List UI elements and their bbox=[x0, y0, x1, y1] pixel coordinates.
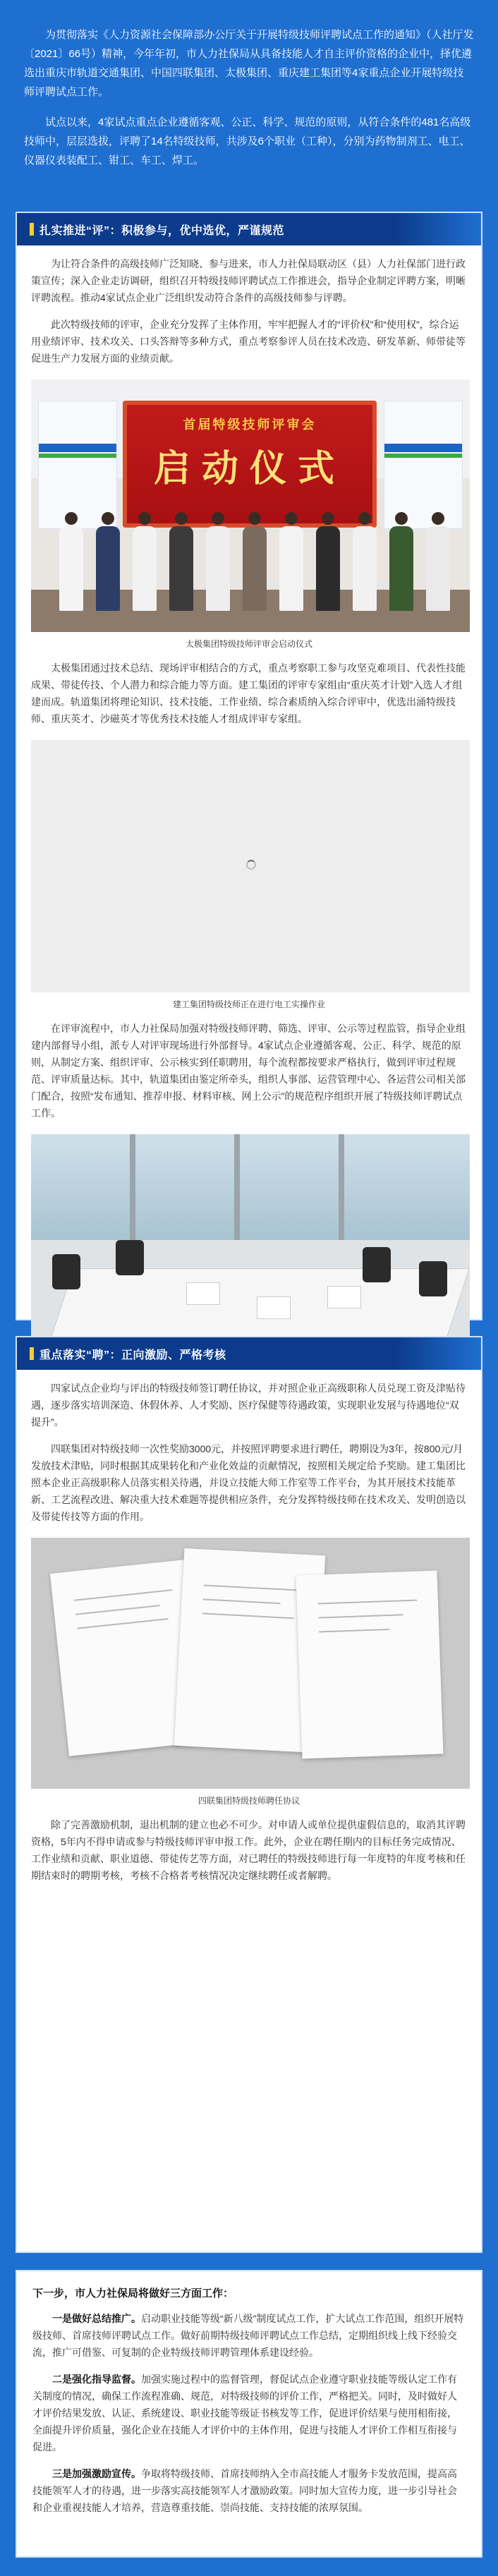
section-evaluation-paragraph-4: 在评审流程中，市人力社保局加强对特级技师评聘、筛选、评审、公示等过程监管，指导企业组建内部督导小组，派专人对评审现场进行外部督导。4家试点企业遵循客观、公正、科学、规范的原则，从制定方案、组织评审、公示核实到任职聘用，每个流程都按要求严格执行，做到评审过程规范、评审质量达标。其中，轨道集团由鉴定所牵头，组织人事部、运营管理中心、各运营公司相关部门配合，按照“发布通知、推荐申报、材料审核、网上公示”的规范程序组织开展了特级技师评聘试点工作。 bbox=[31, 1023, 466, 1119]
section-appointment-header bbox=[17, 1337, 481, 1370]
next-step-3-body: 争取将特级技师、首席技师纳入全市高技能人才服务卡发放范围，提高高技能领军人才的待遇，进一步落实高技能领军人才激励政策。同时加大宣传力度，进一步引导社会和企业重视技能人才培养，营造尊重技能、崇尚技能、支持技能的浓厚氛围。 bbox=[32, 2468, 457, 2513]
section-appointment-paragraph-3: 除了完善激励机制，退出机制的建立也必不可少。对申请人或单位提供虚假信息的，取消其评聘资格，5年内不得申请或参与特级技师评审申报工作。此外，企业在聘任期内的目标任务完成情况、工作业绩和贡献、职业道德、带徒传艺等方面，对已聘任的特级技师进行每一年度特的年度考核和任期结束时的聘期考核，考核不合格者考核情况决定继续聘任或者解聘。 bbox=[31, 1819, 466, 1881]
header-fade bbox=[396, 1337, 481, 1370]
person-figure bbox=[59, 512, 83, 611]
ceremony-photo-caption: 太极集团特级技师评审会启动仪式 bbox=[185, 639, 312, 649]
document-sheet bbox=[257, 1296, 291, 1319]
person-figure bbox=[353, 512, 377, 611]
document-sheet bbox=[186, 1282, 220, 1305]
person-figure bbox=[243, 512, 267, 611]
chair bbox=[419, 1261, 447, 1296]
window-pane bbox=[135, 1134, 240, 1240]
person-figure bbox=[279, 512, 303, 611]
intro-section bbox=[0, 0, 498, 199]
next-step-1-body: 启动职业技能等级“新八级”制度试点工作，扩大试点工作范围，组织开展特级技师、首席技师评聘试点工作。做好前期特级技师评聘试点工作总结，定期组织线上线下经验交流，推广可借鉴、可复制的企业特级技师评聘管理体系建设经验。 bbox=[32, 2313, 464, 2358]
window-pane bbox=[344, 1134, 470, 1240]
appointment-agreement-photo bbox=[31, 1538, 470, 1789]
intro-paragraph-1: 为贯彻落实《人力资源社会保障部办公厅关于开展特级技师评聘试点工作的通知》（人社厅发〔2021〕66号）精神，今年年初，市人力社保局从具备技能人才自主评价资格的企业中，择优遴选出重庆市轨道交通集团、中国四联集团、太极集团、重庆建工集团等4家重点企业开展特级技师评聘试点工作。 bbox=[24, 29, 474, 98]
window-pane bbox=[240, 1134, 344, 1240]
intro-paragraph-2: 试点以来，4家试点重点企业遵循客观、公正、科学、规范的原则，从符合条件的481名高级技师中，层层选拔，评聘了14名特级技师，共涉及6个职业（工种），分别为药物制剂工、电工、仪器仪表装配工、钳工、车工、焊工。 bbox=[24, 116, 471, 166]
banner-headline: 启动仪式 bbox=[153, 447, 346, 490]
person-figure bbox=[169, 512, 193, 611]
next-step-3-heading: 三是加强激励宣传。 bbox=[52, 2468, 141, 2479]
side-backdrop-right bbox=[384, 401, 463, 529]
document-sheet bbox=[327, 1286, 361, 1308]
section-appointment-paragraph-1: 四家试点企业均与评出的特级技师签订聘任协议，并对照企业正高级职称人员兑现工资及津贴待遇，逐步落实培训深造、休假休养、人才奖励、医疗保健等待遇政策，实现职业发展与待遇地位“双提升”。 bbox=[31, 1383, 466, 1428]
section-evaluation-paragraph-2: 此次特级技师的评审，企业充分发挥了主体作用，牢牢把握人才的“评价权”和“使用权”，综合运用业绩评审、技术攻关、口头答辩等多种方式，重点考察参评人员在技术改造、研发革新、师带徒等促进生产力发展方面的业绩贡献。 bbox=[31, 319, 466, 364]
ceremony-banner bbox=[123, 401, 377, 528]
appointment-agreement-caption: 四联集团特级技师聘任协议 bbox=[198, 1796, 300, 1806]
next-step-item-1 bbox=[32, 2310, 466, 2361]
chair bbox=[363, 1247, 391, 1282]
section-appointment-paragraph-2: 四联集团对特级技师一次性奖励3000元，并按照评聘要求进行聘任，聘期设为3年，按800元/月发放技术津贴，同时根据其成果转化和产业化效益的贡献情况，按照相关规定给予奖励。建工集团比照本企业正高级职称人员落实相关待遇，并设立技能大师工作室等工作平台，为其开展技术技能革新、工艺流程改进、解决重大技术难题等提供相应条件，充分发挥特级技师在技术攻关、发明创造以及带徒传技等方面的作用。 bbox=[31, 1443, 466, 1522]
review-meeting-photo bbox=[31, 1134, 470, 1346]
electrician-photo-placeholder bbox=[31, 740, 470, 992]
next-step-2-heading: 二是强化指导监督。 bbox=[52, 2374, 141, 2385]
ceremony-photo bbox=[31, 379, 470, 632]
header-accent-bar bbox=[30, 223, 34, 236]
loading-spinner-icon bbox=[246, 860, 256, 870]
person-figure bbox=[133, 512, 157, 611]
header-fade bbox=[396, 213, 481, 245]
chair bbox=[116, 1240, 144, 1275]
side-backdrop-left bbox=[38, 401, 117, 529]
next-step-item-3 bbox=[32, 2465, 466, 2516]
next-steps-lead: 下一步，市人力社保局将做好三方面工作： bbox=[32, 2288, 234, 2299]
section-evaluation-card bbox=[16, 212, 482, 1320]
person-figure bbox=[316, 512, 340, 611]
section-evaluation-header bbox=[17, 213, 481, 245]
agreement-sheet bbox=[296, 1571, 444, 1759]
next-step-2-body: 加强实施过程中的监督管理，督促试点企业遵守职业技能等级认定工作有关制度的情况，确保工作流程准确、规范，对特级技师的评价工作，严格把关。同时，及时做好人才评价结果发放、认证、系统建设、职业技能等级证书核发等工作，促进评价结果与使用相衔接，全面提升评价质量，强化企业在技能人才评价中的主体作用，促进与技能人才评价工作相互衔接与促进。 bbox=[32, 2374, 457, 2453]
chair bbox=[52, 1254, 80, 1289]
person-figure bbox=[426, 512, 450, 611]
section-appointment-card bbox=[16, 1336, 482, 2253]
electrician-photo-caption: 建工集团特级技师正在进行电工实操作业 bbox=[172, 1000, 325, 1009]
person-figure bbox=[96, 512, 120, 611]
banner-title: 首届特级技师评审会 bbox=[183, 418, 317, 432]
person-figure bbox=[206, 512, 230, 611]
header-accent-bar bbox=[30, 1347, 34, 1360]
section-evaluation-paragraph-3: 太极集团通过技术总结、现场评审相结合的方式，重点考察职工参与攻坚克难项目、代表性技能成果、带徒传技、个人潜力和综合能力等方面。建工集团的评审专家组由“重庆英才计划”入选人才组建而成。轨道集团将理论知识、技术技能、工作业绩、综合素质纳入综合评审中，优选出涌特级技师、重庆英才、沙磁英才等优秀技术技能人才组成评审专家组。 bbox=[31, 662, 466, 724]
window-pane bbox=[31, 1134, 135, 1240]
section-evaluation-title: 扎实推进“评”：积极参与，优中选优，严谨规范 bbox=[40, 224, 285, 237]
section-evaluation-paragraph-1: 为让符合条件的高级技师广泛知晓、参与进来，市人力社保局联动区（县）人力社保部门进行政策宣传；深入企业走访调研，组织召开特级技师评聘试点工作推进会，指导企业制定评聘方案，明晰评聘流程。推动4家试点企业广泛组织发动符合条件的高级技师参与评聘。 bbox=[31, 258, 466, 303]
person-figure bbox=[389, 512, 413, 611]
next-steps-card bbox=[16, 2270, 482, 2558]
section-appointment-title: 重点落实“聘”：正向激励、严格考核 bbox=[40, 1349, 226, 1361]
next-step-item-2 bbox=[32, 2371, 466, 2455]
next-step-1-heading: 一是做好总结推广。 bbox=[52, 2313, 141, 2324]
